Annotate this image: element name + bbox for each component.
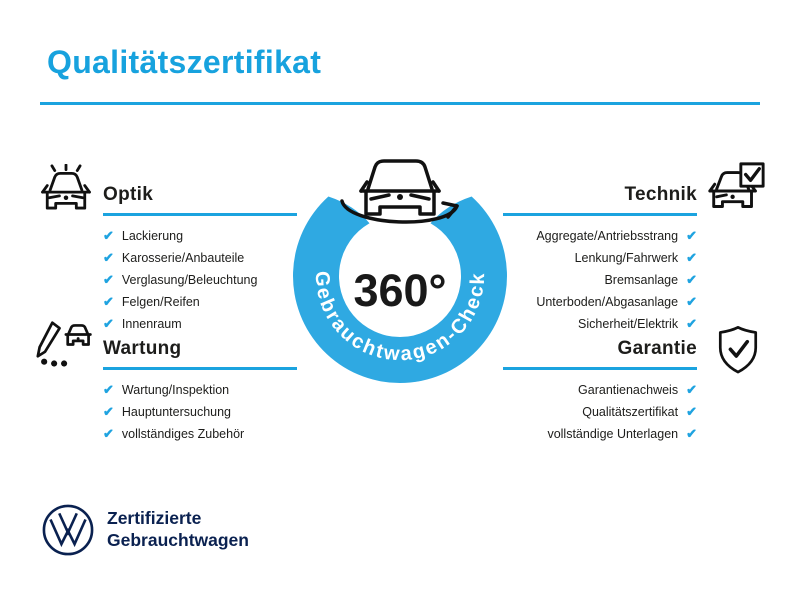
item-label: Sicherheit/Elektrik — [578, 317, 679, 331]
section-title-optik: Optik — [103, 184, 154, 205]
wartung-checklist — [103, 379, 297, 445]
check-icon: ✔ — [103, 250, 114, 265]
brand-text — [107, 507, 249, 551]
item-label: Lenkung/Fahrwerk — [574, 251, 679, 265]
car-checkbox-icon — [705, 160, 767, 222]
check-icon: ✔ — [686, 228, 697, 243]
shield-check-icon — [711, 322, 765, 380]
section-wartung — [103, 338, 297, 445]
optik-checklist — [103, 225, 297, 335]
item-label: Lackierung — [121, 229, 184, 243]
checklist-item — [103, 401, 297, 423]
check-icon: ✔ — [686, 404, 697, 419]
item-label: Bremsanlage — [604, 273, 679, 287]
checklist-item — [503, 379, 697, 401]
section-divider — [503, 213, 697, 216]
vw-logo — [40, 502, 96, 558]
item-label: Hauptuntersuchung — [121, 405, 232, 419]
checklist-item — [503, 225, 697, 247]
item-label: vollständige Unterlagen — [547, 427, 679, 441]
section-technik — [503, 184, 697, 335]
item-label: Garantienachweis — [578, 383, 679, 397]
checklist-item — [103, 379, 297, 401]
check-icon: ✔ — [686, 294, 697, 309]
check-icon: ✔ — [686, 382, 697, 397]
technik-checklist — [503, 225, 697, 335]
360-check-graphic — [280, 156, 520, 396]
service-pencil-car-icon — [36, 320, 94, 378]
item-label: Aggregate/Antriebsstrang — [536, 229, 679, 243]
check-icon: ✔ — [686, 426, 697, 441]
item-label: Karosserie/Anbauteile — [121, 251, 245, 265]
section-title-garantie: Garantie — [617, 338, 697, 359]
checklist-item — [503, 269, 697, 291]
item-label: Unterboden/Abgasanlage — [536, 295, 679, 309]
check-icon: ✔ — [103, 382, 114, 397]
checklist-item — [103, 247, 297, 269]
item-label: vollständiges Zubehör — [121, 427, 245, 441]
page-title: Qualitätszertifikat — [47, 44, 322, 80]
checklist-item — [103, 313, 297, 335]
section-optik — [103, 184, 297, 335]
title-divider — [40, 102, 760, 105]
checklist-item — [503, 313, 697, 335]
section-title-technik: Technik — [624, 184, 697, 205]
check-icon: ✔ — [103, 404, 114, 419]
checklist-item — [103, 423, 297, 445]
rotating-car-icon — [342, 161, 457, 222]
check-icon: ✔ — [686, 250, 697, 265]
item-label: Qualitätszertifikat — [582, 405, 679, 419]
shiny-car-icon — [36, 164, 96, 224]
brand-line2: Gebrauchtwagen — [107, 530, 249, 550]
section-divider — [103, 213, 297, 216]
brand-line1: Zertifizierte — [107, 508, 202, 528]
checklist-item — [503, 247, 697, 269]
check-icon: ✔ — [686, 316, 697, 331]
garantie-checklist — [503, 379, 697, 445]
ring-label: Gebrauchtwagen-Check — [310, 270, 490, 366]
degree-value: 360° — [353, 265, 447, 316]
check-icon: ✔ — [686, 272, 697, 287]
item-label: Wartung/Inspektion — [121, 383, 230, 397]
checklist-item — [103, 291, 297, 313]
checklist-item — [503, 423, 697, 445]
item-label: Innenraum — [121, 317, 182, 331]
check-icon: ✔ — [103, 272, 114, 287]
check-icon: ✔ — [103, 426, 114, 441]
check-icon: ✔ — [103, 316, 114, 331]
item-label: Felgen/Reifen — [121, 295, 200, 309]
section-divider — [103, 367, 297, 370]
section-title-wartung: Wartung — [103, 338, 182, 359]
check-icon: ✔ — [103, 228, 114, 243]
section-divider — [503, 367, 697, 370]
checklist-item — [503, 401, 697, 423]
checklist-item — [503, 291, 697, 313]
checklist-item — [103, 225, 297, 247]
section-garantie — [503, 338, 697, 445]
check-icon: ✔ — [103, 294, 114, 309]
item-label: Verglasung/Beleuchtung — [121, 273, 258, 287]
checklist-item — [103, 269, 297, 291]
